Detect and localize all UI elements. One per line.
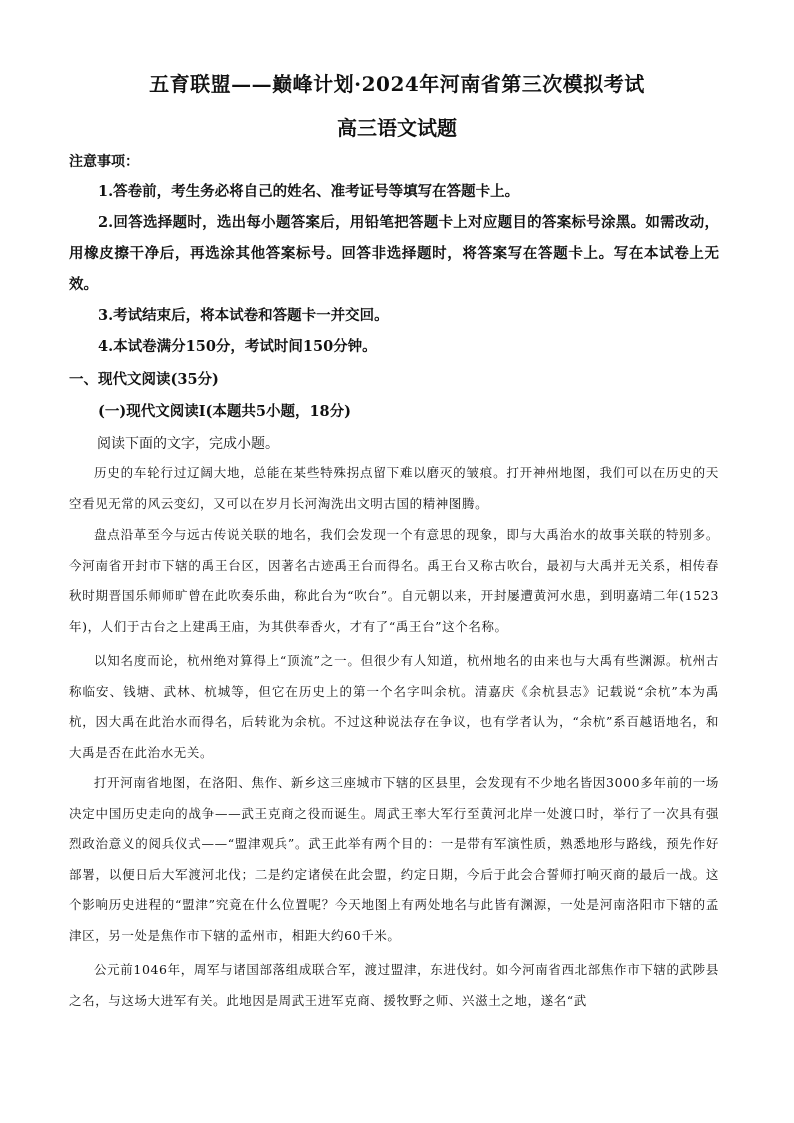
passage-paragraph-3: 以知名度而论，杭州绝对算得上“顶流”之一。但很少有人知道，杭州地名的由来也与大禹有些渊源。杭州古称临安、钱塘、武林、杭城等，但它在历史上的第一个名字叫余杭。清嘉庆《余杭县志》记载说“余杭”本为禹杭，因大禹在此治水而得名，后转讹为余杭。不过这种说法存在争议，也有学者认为，“余杭”系百越语地名，和大禹是否在此治水无关。 <box>69 653 719 760</box>
notes-heading: 注意事项： <box>69 154 139 170</box>
note-item-2: 2.回答选择题时，选出每小题答案后，用铅笔把答题卡上对应题目的答案标号涂黑。如需改动，用橡皮擦干净后，再选涂其他答案标号。回答非选择题时，将答案写在答题卡上。写在本试卷上无效。 <box>69 214 719 293</box>
note-item-4: 4.本试卷满分150分，考试时间150分钟。 <box>98 338 377 355</box>
note-item-3: 3.考试结束后，将本试卷和答题卡一并交回。 <box>98 307 389 324</box>
note-item-1: 1.答卷前，考生务必将自己的姓名、准考证号等填写在答题卡上。 <box>98 183 520 200</box>
exam-subtitle: 高三语文试题 <box>337 116 457 140</box>
subsection-heading: (一)现代文阅读Ⅰ(本题共5小题，18分) <box>98 403 351 420</box>
exam-title: 五育联盟——巅峰计划·2024年河南省第三次模拟考试 <box>149 72 645 96</box>
passage-paragraph-5: 公元前1046年，周军与诸国部落组成联合军，渡过盟津，东进伐纣。如今河南省西北部焦作市下辖的武陟县之名，与这场大进军有关。此地因是周武王进军克商、援牧野之师、兴滋土之地，遂名“武 <box>69 962 719 1008</box>
passage-paragraph-1: 历史的车轮行过辽阔大地，总能在某些特殊拐点留下难以磨灭的皱痕。打开神州地图，我们可以在历史的天空看见无常的风云变幻，又可以在岁月长河淘洗出文明古国的精神图腾。 <box>69 465 719 511</box>
reading-instruction: 阅读下面的文字，完成小题。 <box>97 436 279 452</box>
section-heading: 一、现代文阅读(35分) <box>69 371 219 388</box>
passage-paragraph-4: 打开河南省地图，在洛阳、焦作、新乡这三座城市下辖的区县里，会发现有不少地名皆因3000多年前的一场决定中国历史走向的战争——武王克商之役而诞生。周武王率大军行至黄河北岸一处渡口时，举行了一次具有强烈政治意义的阅兵仪式——“盟津观兵”。武王此举有两个目的：一是带有军演性质，熟悉地形与路线，预先作好部署，以便日后大军渡河北伐；二是约定诸侯在此会盟，约定日期，今后于此会合誓师打响灭商的最后一战。这个影响历史进程的“盟津”究竟在什么位置呢？今天地图上有两处地名与此皆有渊源，一处是河南洛阳市下辖的孟津区，另一处是焦作市下辖的孟州市，相距大约60千米。 <box>69 775 719 943</box>
passage-paragraph-2: 盘点沿革至今与远古传说关联的地名，我们会发现一个有意思的现象，即与大禹治水的故事关联的特别多。今河南省开封市下辖的禹王台区，因著名古迹禹王台而得名。禹王台又称古吹台，最初与大禹并无关系，相传春秋时期晋国乐师师旷曾在此吹奏乐曲，称此台为“吹台”。自元朝以来，开封屡遭黄河水患，到明嘉靖二年(1523年)，人们于古台之上建禹王庙，为其供奉香火，才有了“禹王台”这个名称。 <box>69 527 719 634</box>
